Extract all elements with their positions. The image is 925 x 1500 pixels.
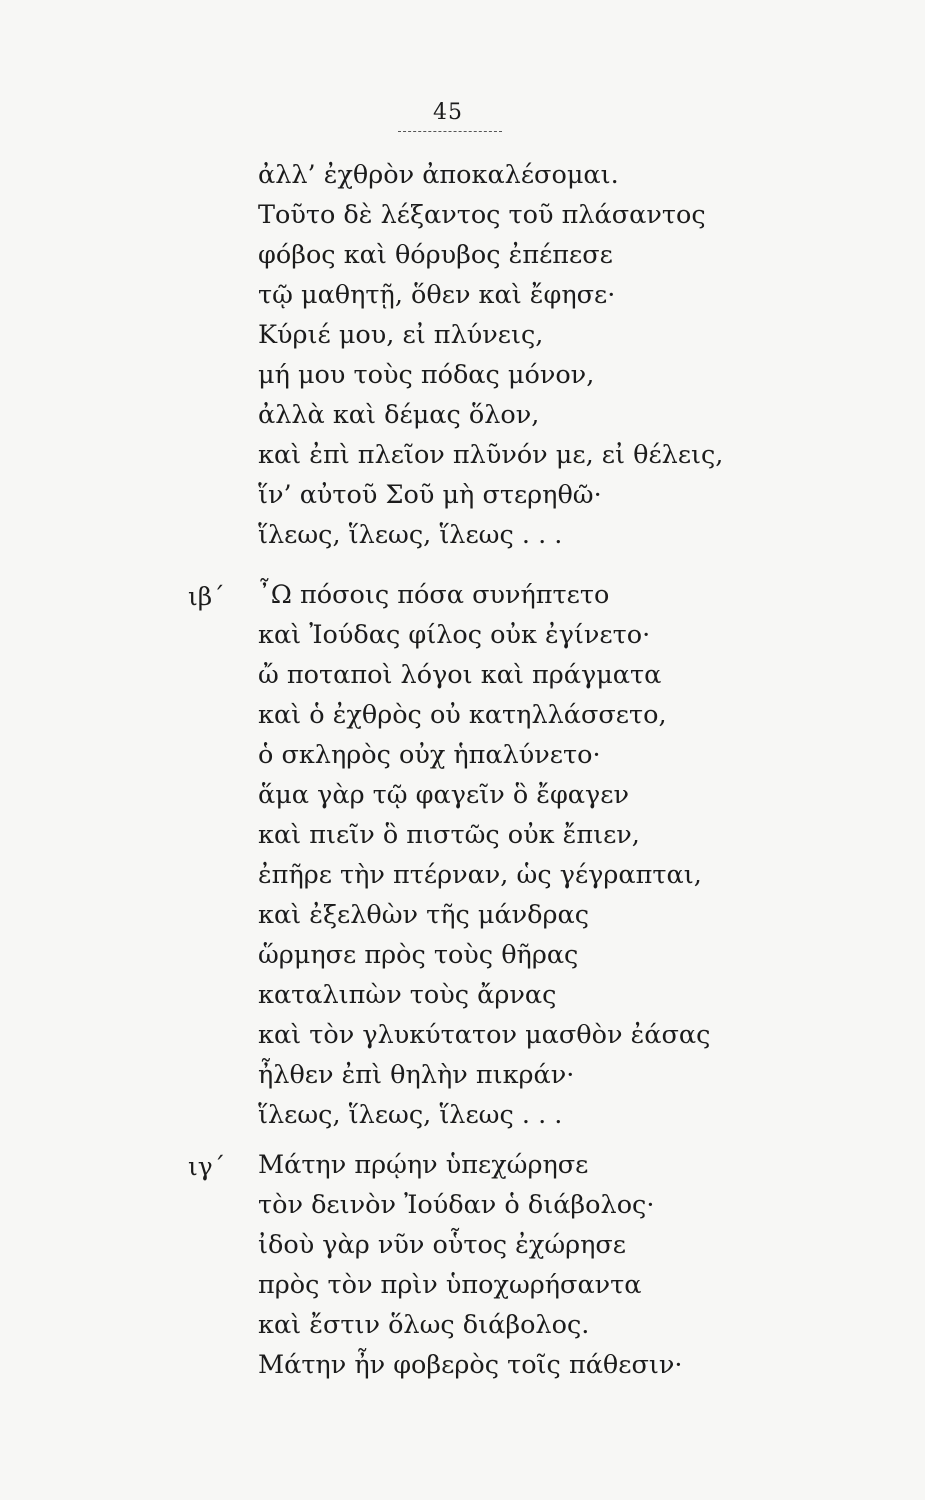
verse-line: ἵν’ αὐτοῦ Σοῦ μὴ στερηθῶ· xyxy=(258,480,602,510)
verse-line: Τοῦτο δὲ λέξαντος τοῦ πλάσαντος xyxy=(258,200,706,230)
verse-line: τῷ μαθητῇ, ὅθεν καὶ ἔφησε· xyxy=(258,280,616,310)
verse-line: ἰδοὺ γὰρ νῦν οὗτος ἐχώρησε xyxy=(258,1230,626,1260)
verse-line: ἀλλὰ καὶ δέμας ὅλον, xyxy=(258,400,540,430)
verse-line: ὤ ποταποὶ λόγοι καὶ πράγματα xyxy=(258,660,662,690)
verse-line: καὶ τὸν γλυκύτατον μασθὸν ἐάσας xyxy=(258,1020,711,1050)
verse-line: ὥρμησε πρὸς τοὺς θῆρας xyxy=(258,940,579,970)
verse-line: ἵλεως, ἵλεως, ἵλεως . . . xyxy=(258,520,563,550)
verse-line: φόβος καὶ θόρυβος ἐπέπεσε xyxy=(258,240,613,270)
verse-line: ἐπῆρε τὴν πτέρναν, ὡς γέγραπται, xyxy=(258,860,702,890)
verse-line: καὶ ἐξελθὼν τῆς μάνδρας xyxy=(258,900,590,930)
verse-line: καὶ Ἰούδας φίλος οὐκ ἐγίνετο· xyxy=(258,620,651,650)
verse-line: ῏Ω πόσοις πόσα συνήπτετο xyxy=(258,580,610,610)
verse-line: καταλιπὼν τοὺς ἄρνας xyxy=(258,980,557,1010)
verse-line: ἦλθεν ἐπὶ θηλὴν πικράν· xyxy=(258,1060,575,1090)
verse-line: πρὸς τὸν πρὶν ὑποχωρήσαντα xyxy=(258,1270,642,1300)
verse-line: ἵλεως, ἵλεως, ἵλεως . . . xyxy=(258,1100,563,1130)
stanza-number: ιγ΄ xyxy=(188,1152,226,1181)
verse-line: καὶ ἐπὶ πλεῖον πλῦνόν με, εἰ θέλεις, xyxy=(258,440,724,470)
verse-line: καὶ ὁ ἐχθρὸς οὐ κατηλλάσσετο, xyxy=(258,700,667,730)
verse-line: ὁ σκληρὸς οὐχ ἡπαλύνετο· xyxy=(258,740,601,770)
verse-line: ἀλλ’ ἐχθρὸν ἀποκαλέσομαι. xyxy=(258,160,619,190)
stanza-number: ιβ΄ xyxy=(188,582,225,611)
page-number: 45 xyxy=(433,100,463,125)
header-rule xyxy=(398,131,502,132)
verse-line: καὶ πιεῖν ὃ πιστῶς οὐκ ἔπιεν, xyxy=(258,820,640,850)
verse-line: Μάτην πρῴην ὑπεχώρησε xyxy=(258,1150,589,1180)
verse-line: Μάτην ἦν φοβερὸς τοῖς πάθεσιν· xyxy=(258,1350,683,1380)
verse-line: τὸν δεινὸν Ἰούδαν ὁ διάβολος· xyxy=(258,1190,655,1220)
verse-line: μή μου τοὺς πόδας μόνον, xyxy=(258,360,595,390)
verse-line: ἅμα γὰρ τῷ φαγεῖν ὃ ἔφαγεν xyxy=(258,780,629,810)
verse-line: καὶ ἔστιν ὅλως διάβολος. xyxy=(258,1310,590,1340)
verse-line: Κύριέ μου, εἰ πλύνεις, xyxy=(258,320,544,350)
